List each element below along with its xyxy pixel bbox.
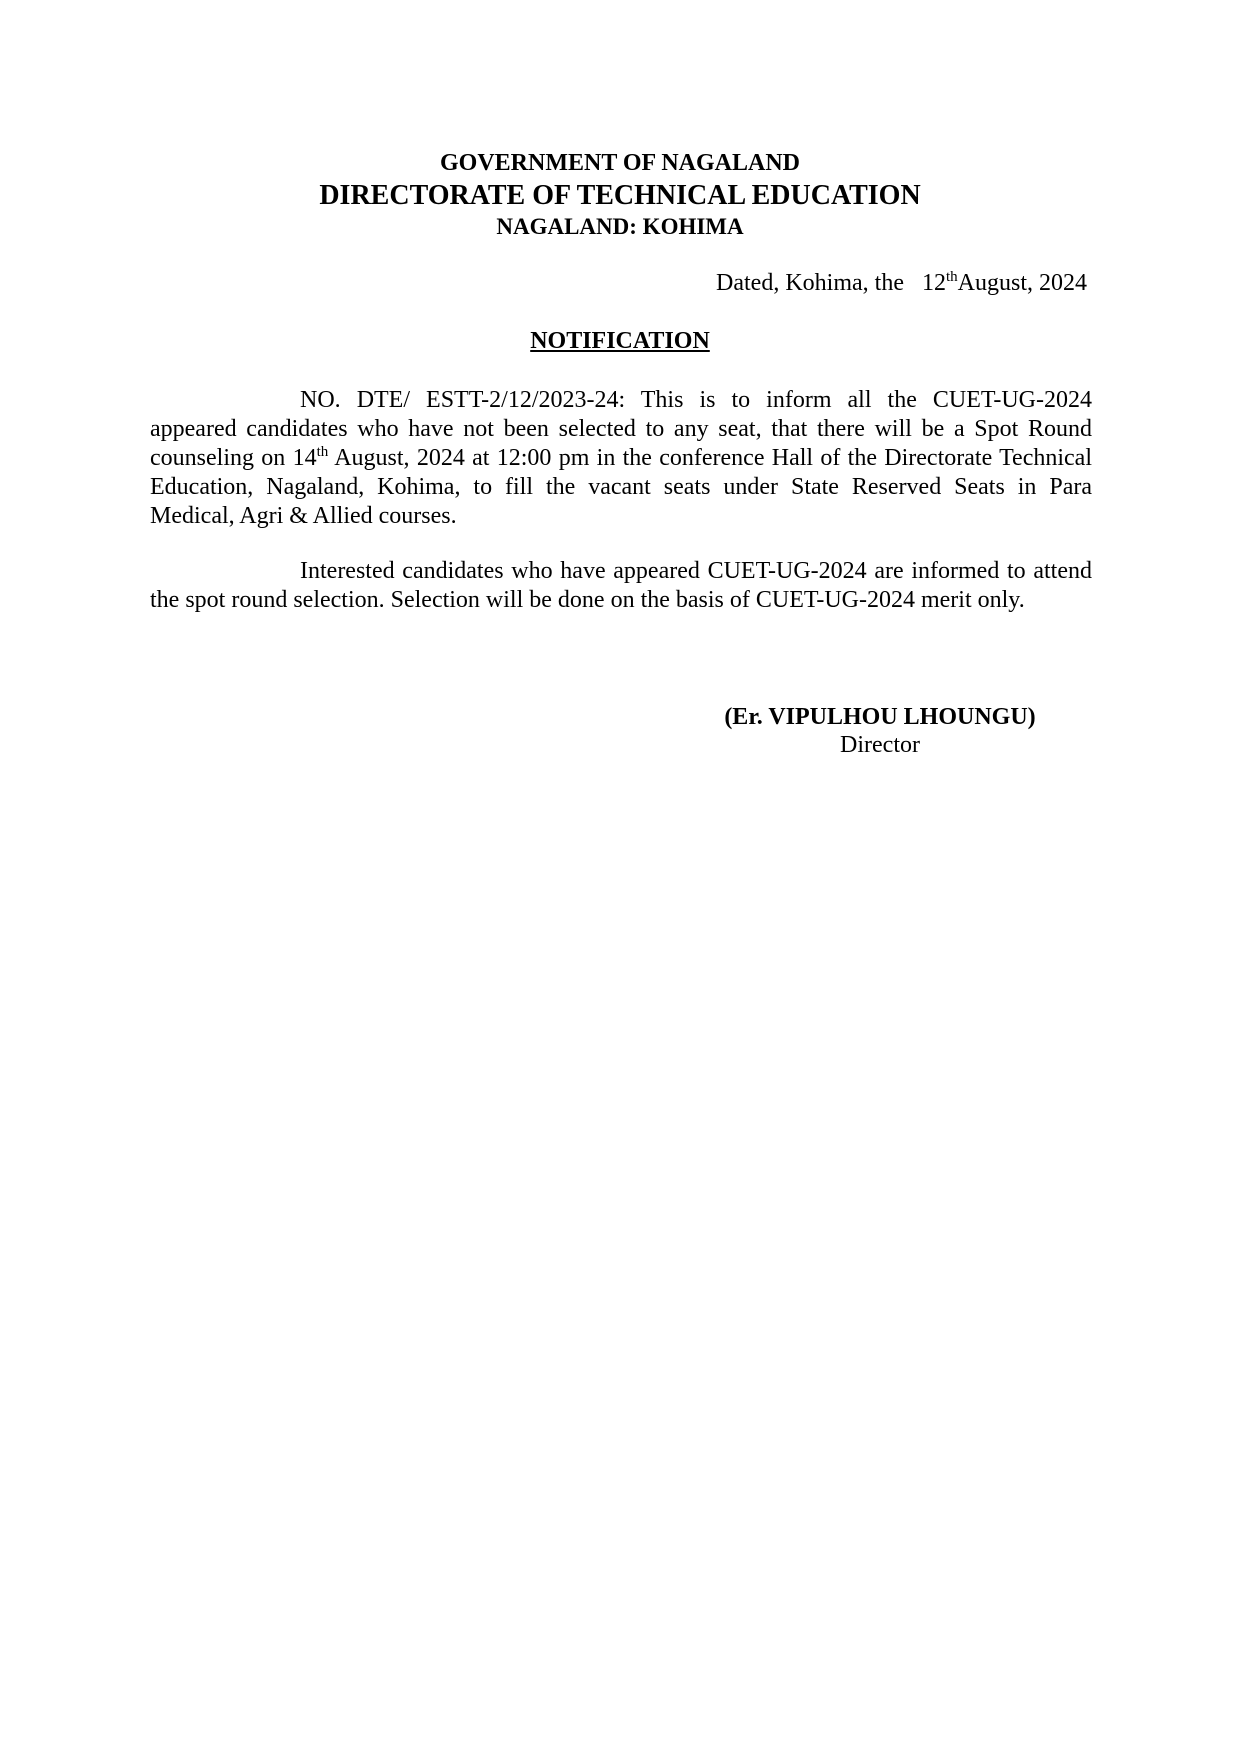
signatory-designation: Director (840, 732, 920, 758)
location-heading: NAGALAND: KOHIMA (496, 214, 744, 239)
dateline-day: 12 (921, 270, 946, 296)
paragraph-1-text-b: August, 2024 at 12:00 pm in the conference Hall of the Directorate Technical Education, Nagaland, Kohima, to fill the vacant seats under State Reserved Seats in Para Medical, Agri & Allied courses. (150, 445, 1093, 529)
dateline (716, 270, 1087, 297)
directorate-heading: DIRECTORATE OF TECHNICAL EDUCATION (319, 180, 921, 211)
dateline-day-suffix: th (945, 269, 958, 285)
notification-paragraph-2: Interested candidates who have appeared CUET-UG-2024 are informed to attend the spot round selection. Selection will be done on the basis of CUET-UG-2024 merit only. (150, 558, 1092, 613)
paragraph-1-superscript: th (316, 444, 329, 460)
notification-paragraph-1 (150, 386, 1092, 531)
signatory-name: (Er. VIPULHOU LHOUNGU) (724, 704, 1036, 730)
paragraph-1-text-a: NO. DTE/ ESTT-2/12/2023-24: This is to inform all the CUET-UG-2024 appeared candidates who have not been selected to any seat, that there will be a Spot Round counseling on 14 (150, 387, 1092, 471)
dateline-prefix: Dated, Kohima, the (716, 270, 904, 296)
notification-title: NOTIFICATION (530, 328, 710, 354)
dateline-rest: August, 2024 (957, 270, 1087, 296)
government-heading: GOVERNMENT OF NAGALAND (439, 150, 800, 176)
